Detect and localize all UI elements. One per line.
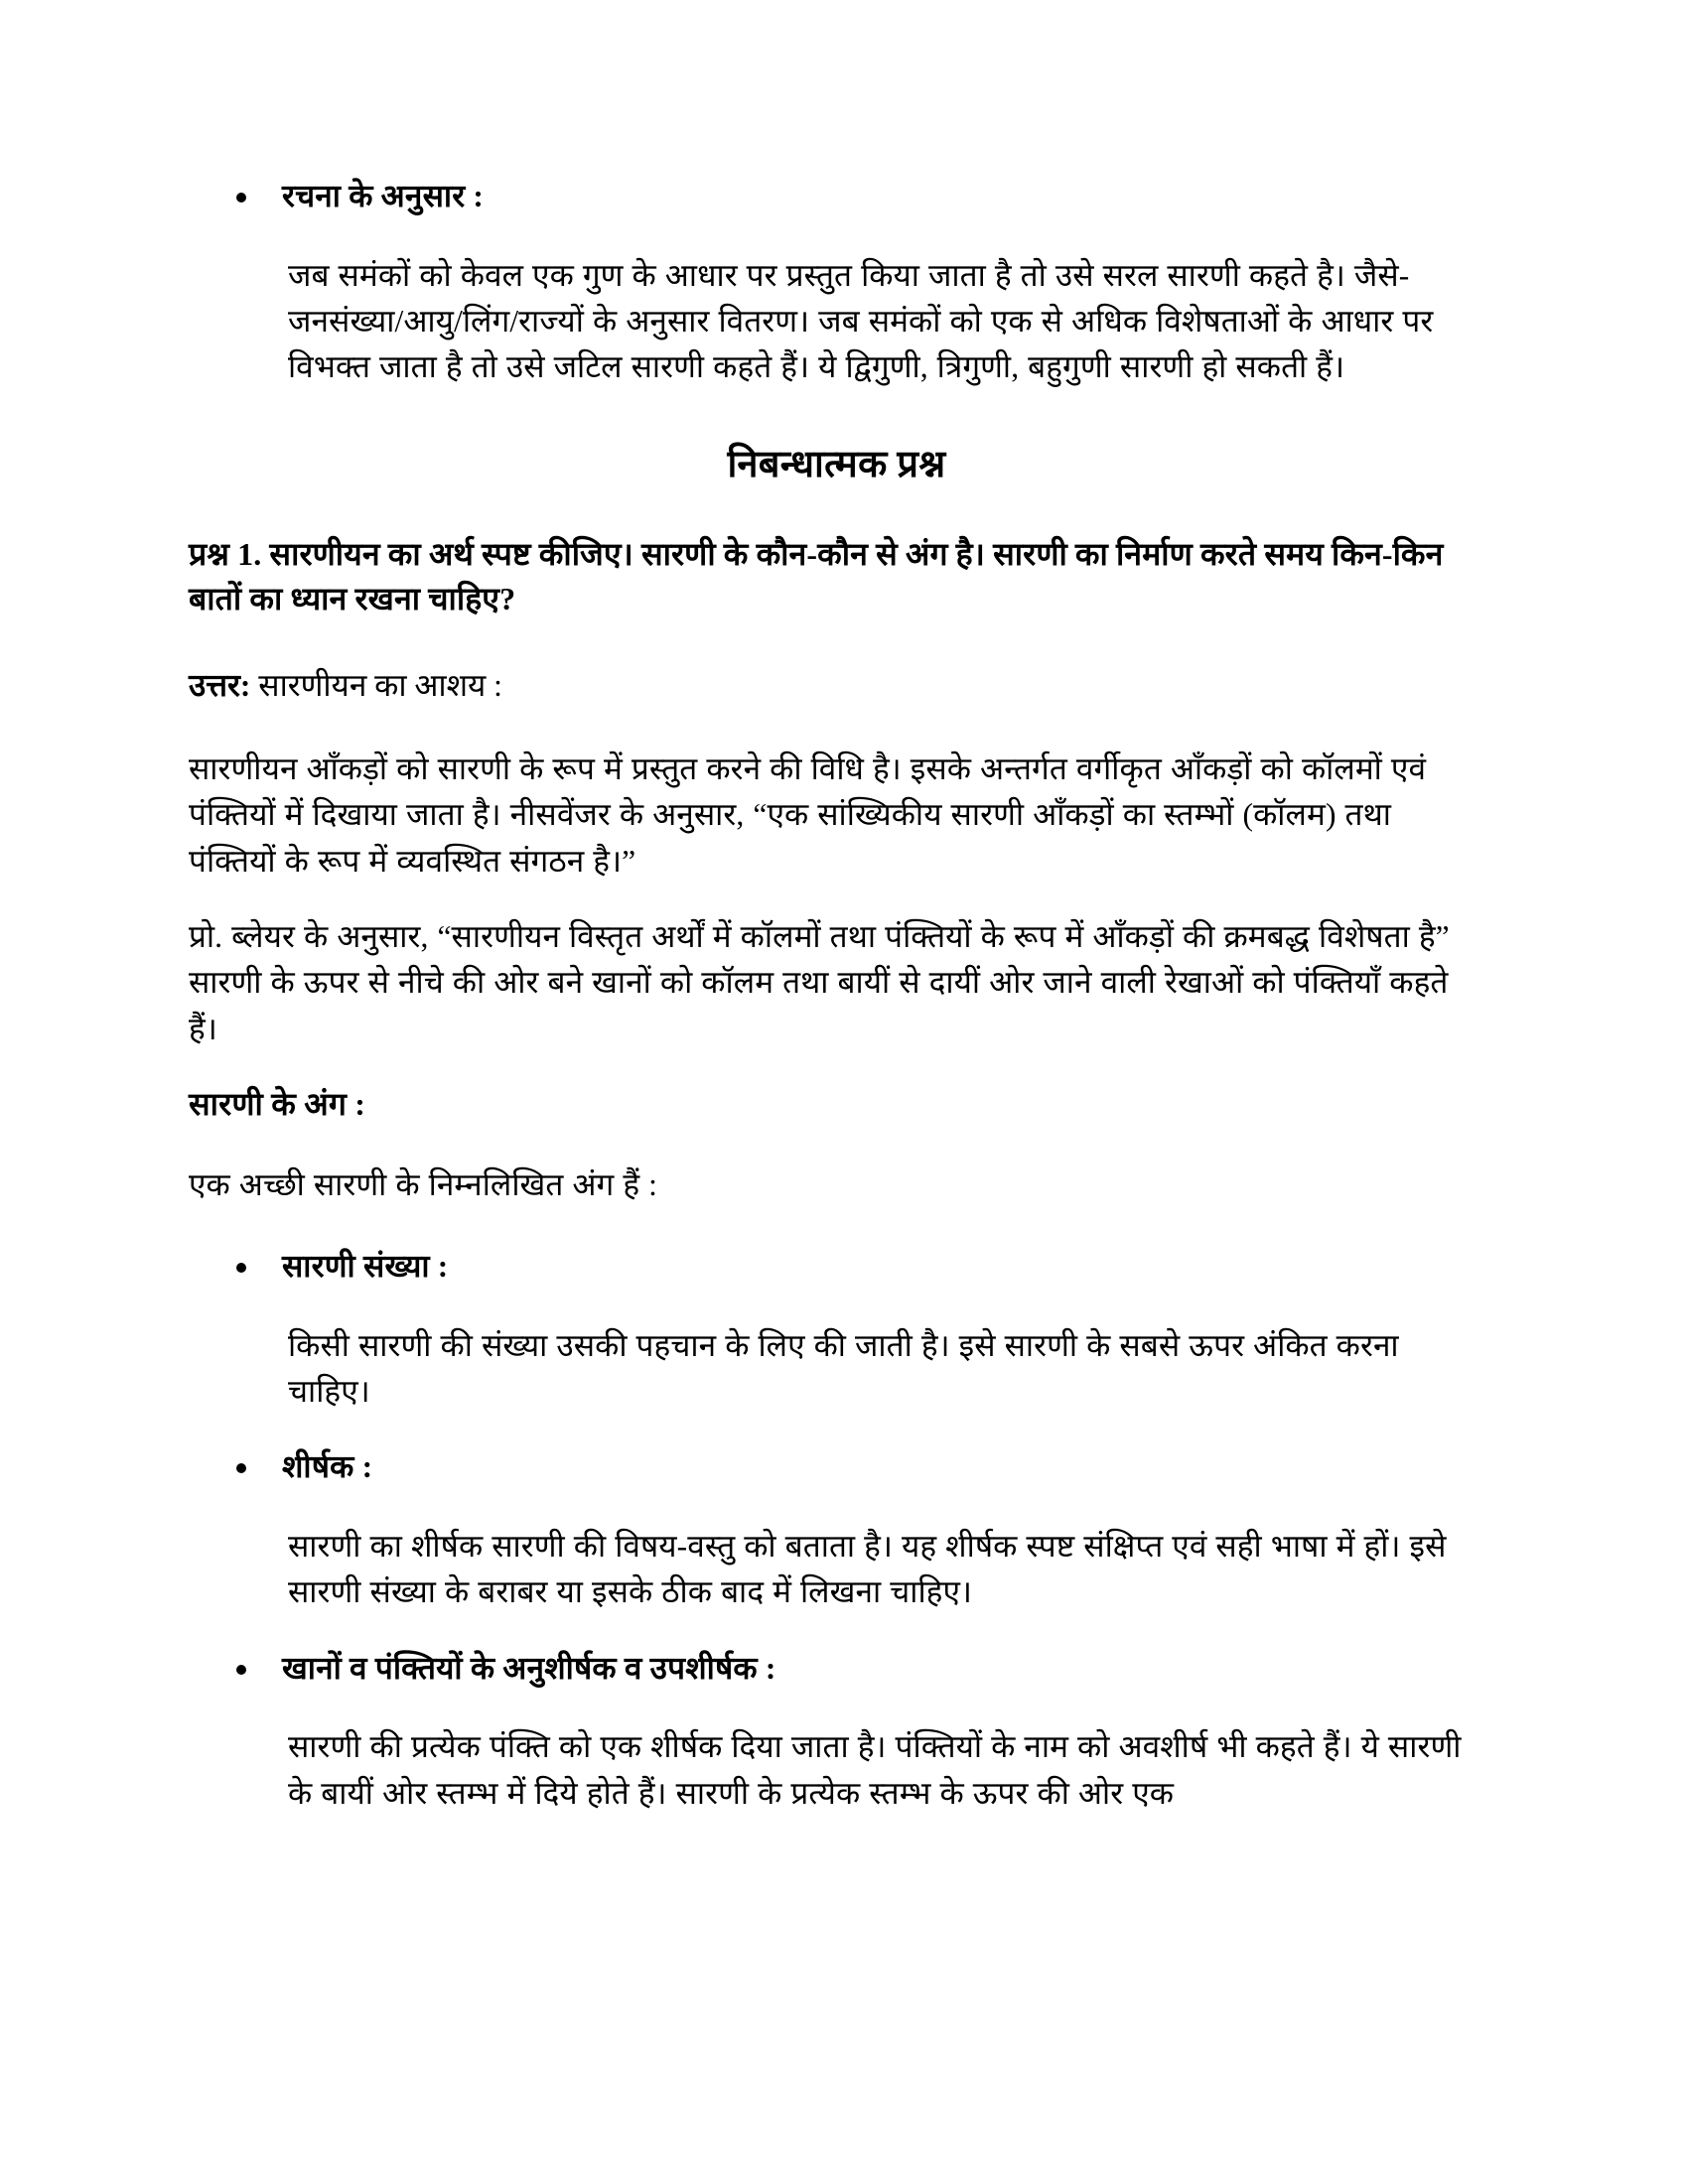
paragraph-captions-subcaptions-body: सारणी की प्रत्येक पंक्ति को एक शीर्षक दिया जाता है। पंक्तियों के नाम को अवशीर्ष भी कहते हैं। ये सारणी के बायीं ओर स्तम्भ में दिये होते हैं। सारणी के प्रत्येक स्तम्भ के ऊपर की ओर एक [288, 1729, 1462, 1811]
answer-intro-text: सारणीयन का आशय : [250, 668, 502, 704]
bullet-item-captions-subcaptions [189, 1646, 1484, 1692]
spacer [189, 1234, 1484, 1244]
bullet-dot-icon [236, 1665, 246, 1675]
question-1-text: प्रश्न 1. सारणीयन का अर्थ स्पष्ट कीजिए। सारणी के कौन-कौन से अंग है। सारणी का निर्माण करते समय किन-किन बातों का ध्यान रखना चाहिए? [189, 535, 1444, 616]
bullet-heading-title: शीर्षक : [282, 1449, 373, 1485]
paragraph-table-number-body: किसी सारणी की संख्या उसकी पहचान के लिए की जाती है। इसे सारणी के सबसे ऊपर अंकित करना चाहिए। [288, 1327, 1399, 1410]
answer-1-intro-line [189, 663, 1484, 709]
document-body [189, 174, 1484, 1817]
bullet-item-table-number [189, 1244, 1484, 1290]
answer-paragraph-2: प्रो. ब्लेयर के अनुसार, “सारणीयन विस्तृत अर्थों में कॉलमों तथा पंक्तियों के रूप में आँकड़ों की क्रमबद्ध विशेषता है” सारणी के ऊपर से नीचे की ओर बने खानों को कॉलम तथा बायीं से दायीं ओर जाने वाली रेखाओं को पंक्तियाँ कहते हैं। [189, 919, 1450, 1046]
bullet-dot-icon [236, 1263, 246, 1273]
bullet-heading-rachna: रचना के अनुसार : [282, 179, 485, 213]
bullet-item-title [189, 1444, 1484, 1490]
answer-paragraph-1: सारणीयन आँकड़ों को सारणी के रूप में प्रस्तुत करने की विधि है। इसके अन्तर्गत वर्गीकृत आँकड़ों को कॉलमों एवं पंक्तियों में दिखाया जाता है। नीसवेंजर के अनुसार, “एक सांख्यिकीय सारणी आँकड़ों का स्तम्भों (कॉलम) तथा पंक्तियों के रूप में व्यवस्थित संगठन है।” [189, 751, 1427, 879]
bullet-heading-table-number: सारणी संख्या : [282, 1249, 449, 1285]
bullet-dot-icon [236, 1463, 246, 1473]
paragraph-rachna-body: जब समंकों को केवल एक गुण के आधार पर प्रस्तुत किया जाता है तो उसे सरल सारणी कहते है। जैसे-जनसंख्या/आयु/लिंग/राज्यों के अनुसार वितरण। जब समंकों को एक से अधिक विशेषताओं के आधार पर विभक्त जाता है तो उसे जटिल सारणी कहते हैं। ये द्विगुणी, त्रिगुणी, बहुगुणी सारणी हो सकती हैं। [288, 257, 1434, 385]
parts-lead-in-text: एक अच्छी सारणी के निम्नलिखित अंग हैं : [189, 1166, 658, 1202]
section-heading-essay-questions: निबन्धात्मक प्रश्न [727, 443, 946, 485]
answer-label: उत्तर: [189, 668, 251, 704]
bullet-heading-captions-subcaptions: खानों व पंक्तियों के अनुशीर्षक व उपशीर्षक : [282, 1650, 776, 1686]
subheading-table-parts: सारणी के अंग : [189, 1085, 366, 1122]
bullet-dot-icon [236, 193, 246, 203]
paragraph-title-body: सारणी का शीर्षक सारणी की विषय-वस्तु को बताता है। यह शीर्षक स्पष्ट संक्षिप्त एवं सही भाषा में हों। इसे सारणी संख्या के बराबर या इसके ठीक बाद में लिखना चाहिए। [288, 1529, 1447, 1610]
bullet-item-rachna [189, 174, 1484, 219]
